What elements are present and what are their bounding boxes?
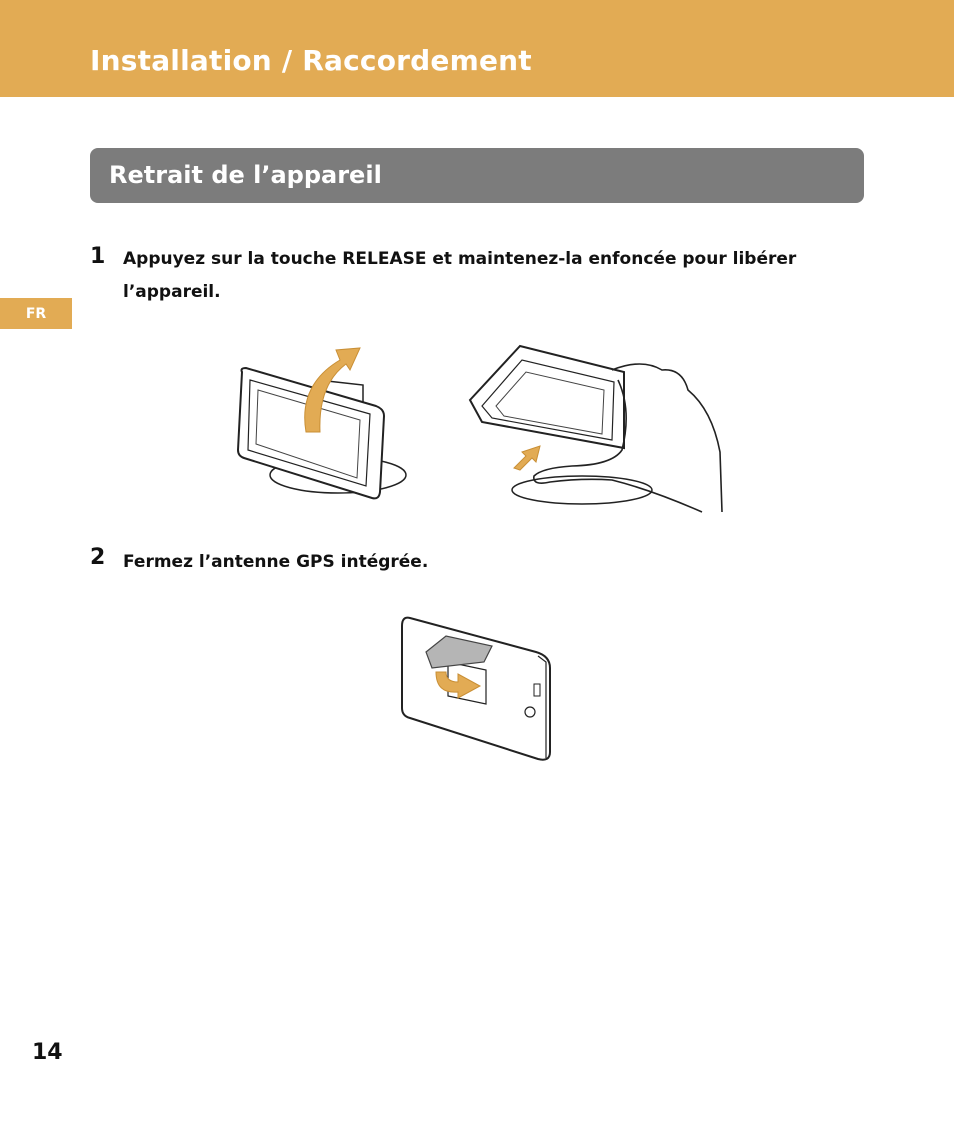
- step-2-text: Fermez l’antenne GPS intégrée.: [123, 552, 429, 572]
- step-1-number: 1: [90, 244, 106, 269]
- page-header-title: Installation / Raccordement: [90, 44, 532, 77]
- section-title: Retrait de l’appareil: [109, 161, 382, 189]
- section-bar: [90, 148, 864, 203]
- language-tab: FR: [0, 298, 72, 329]
- header-band: [0, 0, 954, 97]
- device-tilt-illustration: [228, 340, 418, 515]
- step-1-text: Appuyez sur la touche RELEASE et maintenez-la enfoncée pour libérer l’appareil.: [123, 249, 797, 302]
- step-2-number: 2: [90, 545, 106, 570]
- push-arrow-icon: [514, 446, 540, 470]
- gps-antenna-fold-illustration: [396, 612, 556, 764]
- release-button-hand-illustration: [462, 340, 732, 515]
- page-number: 14: [32, 1040, 63, 1065]
